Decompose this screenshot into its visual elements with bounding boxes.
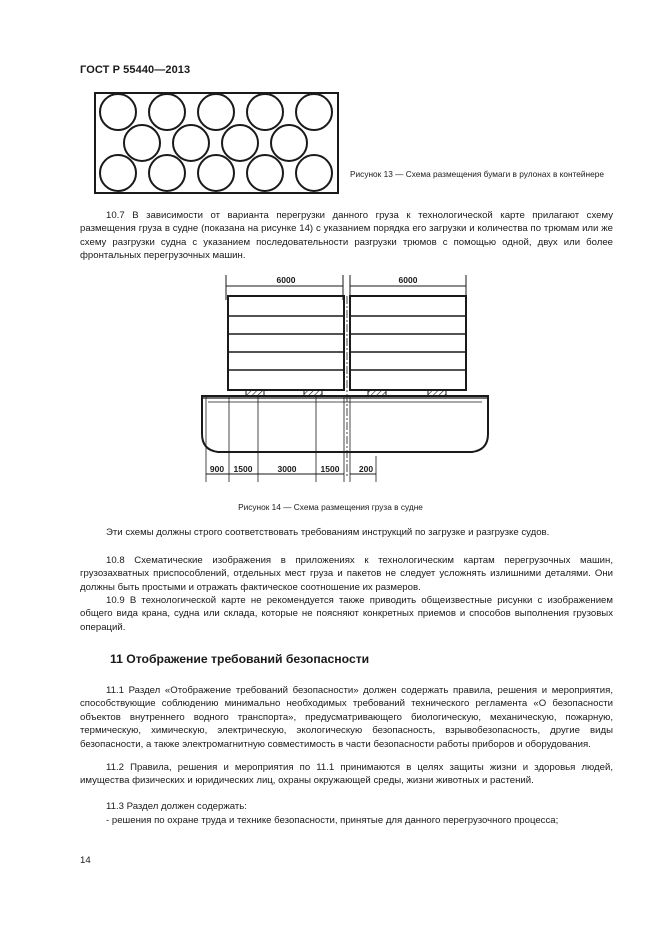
section-11-title: 11 Отображение требований безопасности [110,652,370,666]
paragraph-10-8: 10.8 Схематические изображения в приложениях к технологическим картам перегрузочных машин, грузозахватных приспособлений, отдельных мест груза и пакетов не следует усложнять излишними деталями. Они должны быть простыми и отражать фактическое соотношение их размеров. [80,555,613,593]
figure-14-caption: Рисунок 14 — Схема размещения груза в судне [238,502,423,512]
figure-13-rolls-diagram [94,92,339,194]
paragraph-schemes: Эти схемы должны строго соответствовать требованиям инструкций по загрузке и разгрузке судов. [106,527,550,538]
figure-14-ship-diagram [196,270,496,492]
figure-13-caption: Рисунок 13 — Схема размещения бумаги в рулонах в контейнере [350,169,604,179]
page-number: 14 [80,855,91,866]
dim-top-left: 6000 [276,275,296,285]
paragraph-11-3-item: - решения по охране труда и технике безопасности, принятые для данного перегрузочного процесса; [106,815,559,826]
paragraph-10-7: 10.7 В зависимости от варианта перегрузки данного груза к технологической карте прилагают схему размещения груза в судне (показана на рисунке 14) с указанием порядка его загрузки и количества по трюмам или же схему разгрузки судна с указанием последовательности разгрузки трюмов с помощью одной, двух или более фронтальных перегрузочных машин. [80,210,613,262]
dim-bottom-200: 200 [358,464,374,474]
dim-bottom-1500-b: 1500 [320,464,340,474]
paragraph-11-3: 11.3 Раздел должен содержать: [106,801,247,812]
paragraph-10-9: 10.9 В технологической карте не рекомендуется также приводить общеизвестные рисунки с изображением общего вида крана, судна или склада, которые не поясняют конкретных приемов и способов выполнения грузовых операций. [80,595,613,633]
dim-top-right: 6000 [398,275,418,285]
paragraph-11-2: 11.2 Правила, решения и мероприятия по 11.1 принимаются в целях защиты жизни и здоровья людей, имущества физических и юридических лиц, охраны окружающей среды, жизни животных и растений. [80,762,613,787]
dim-bottom-3000: 3000 [277,464,297,474]
document-header: ГОСТ Р 55440—2013 [80,64,191,76]
paragraph-11-1: 11.1 Раздел «Отображение требований безопасности» должен содержать правила, решения и мероприятия, способствующие соблюдению минимально необходимых требований технического регламента «О безопасности объектов внутреннего водного транспорта», предусматривающего биологическую, механическую, пожарную, термическую, химическую, электрическую, экологическую безопасность, взрывобезопасность, другие виды безопасности, а также электромагнитную совместимость в части безопасности работы приборов и оборудования. [80,685,613,750]
dim-bottom-900: 900 [209,464,225,474]
dim-bottom-1500-a: 1500 [233,464,253,474]
